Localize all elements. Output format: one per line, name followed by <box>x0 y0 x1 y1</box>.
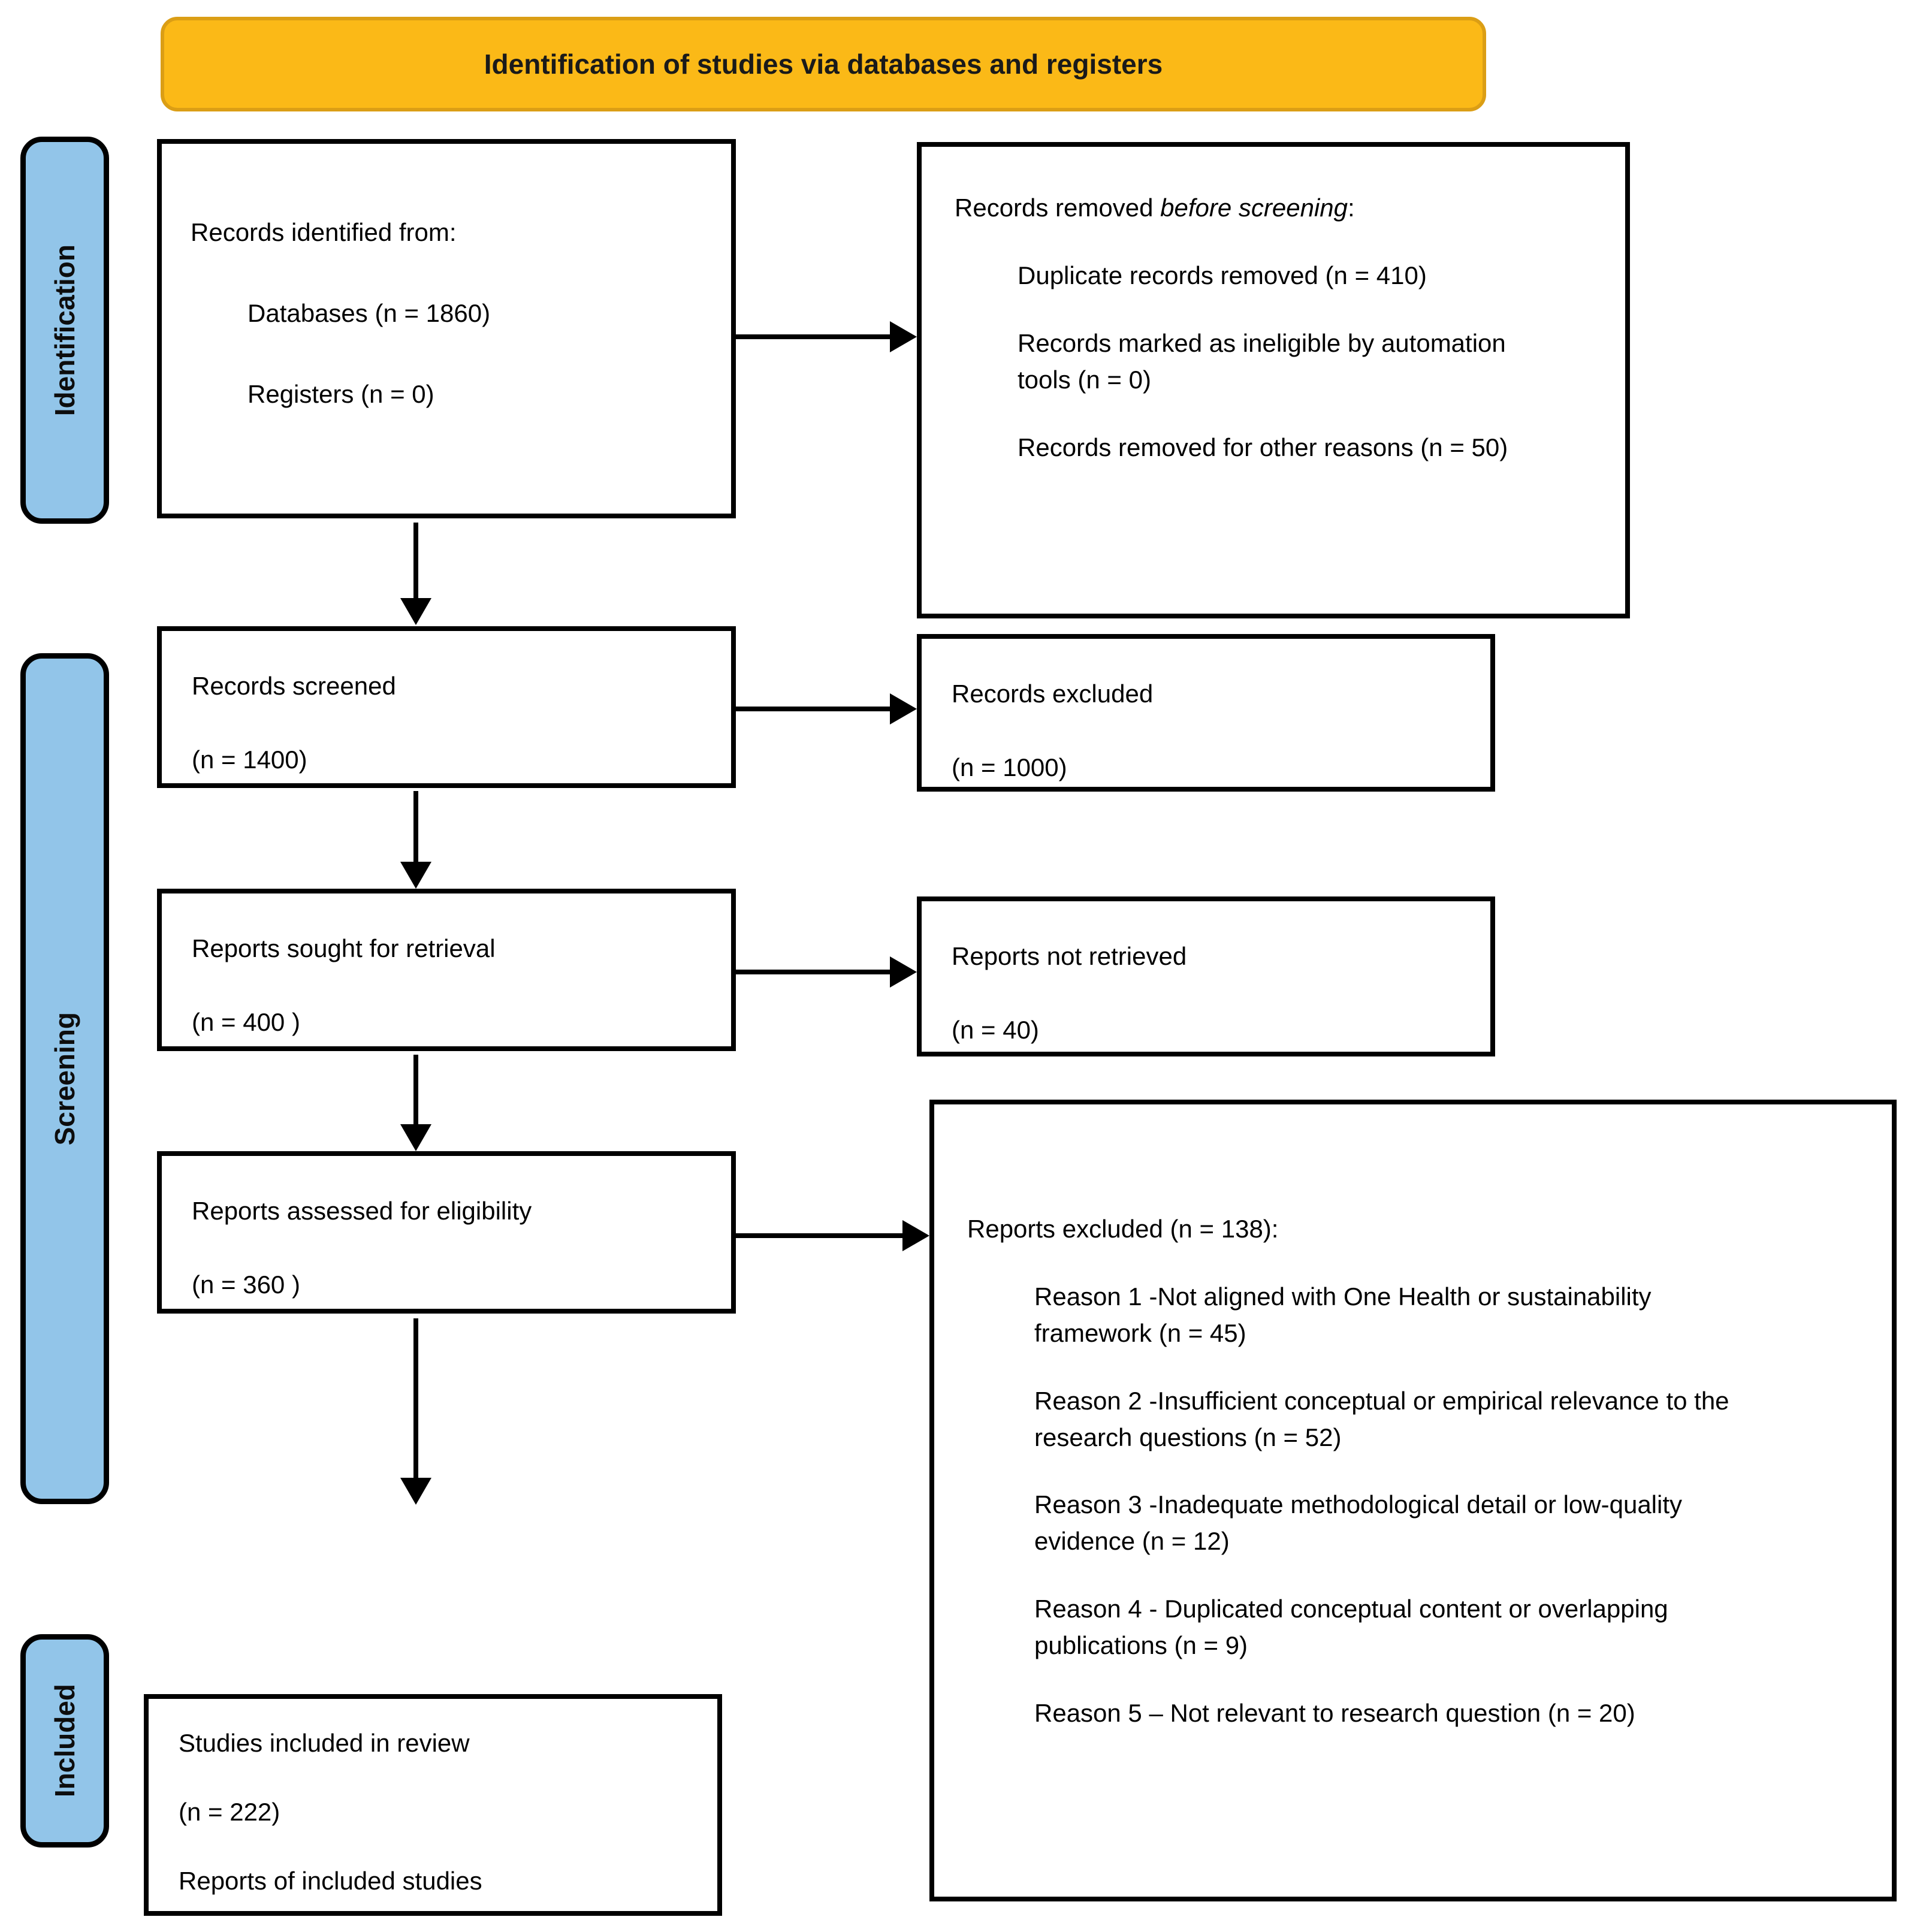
box-records-identified <box>157 139 736 518</box>
exclusion-reason-3: Reason 3 -Inadequate methodological detail or low-quality evidence (n = 12) <box>1034 1490 1689 1556</box>
arrowhead-right-icon <box>902 1220 929 1251</box>
exclusion-reason-5: Reason 5 – Not relevant to research question (n = 20) <box>1034 1699 1635 1728</box>
reports-assessed-count: (n = 360 ) <box>192 1270 300 1299</box>
box-records-excluded <box>917 634 1495 792</box>
stage-included-label: Included <box>49 1684 80 1798</box>
arrowhead-right-icon <box>890 693 917 725</box>
arrowhead-down-icon <box>400 1478 431 1505</box>
arrow-shaft <box>413 1318 418 1479</box>
arrow-shaft <box>736 707 890 711</box>
stage-screening-label: Screening <box>49 1012 80 1146</box>
records-identified-item-databases: Databases (n = 1860) <box>247 298 491 327</box>
studies-included-count: (n = 222) <box>179 1797 280 1826</box>
arrow-shaft <box>736 1233 904 1238</box>
exclusion-reason-2: Reason 2 -Insufficient conceptual or empirical relevance to the research questions (n = 52) <box>1034 1386 1737 1451</box>
records-removed-heading <box>955 190 1601 227</box>
records-screened-label: Records screened <box>192 672 396 700</box>
arrowhead-down-icon <box>400 862 431 889</box>
studies-included-label: Studies included in review <box>179 1729 470 1757</box>
records-screened-count: (n = 1400) <box>192 745 307 774</box>
title-banner <box>161 17 1486 111</box>
box-records-screened <box>157 626 736 788</box>
box-studies-included <box>144 1694 722 1916</box>
reports-not-retrieved-count: (n = 40) <box>952 1015 1039 1044</box>
box-reports-sought <box>157 889 736 1051</box>
exclusion-reason-4: Reason 4 - Duplicated conceptual content or overlapping publications (n = 9) <box>1034 1595 1675 1660</box>
arrow-shaft <box>413 523 418 599</box>
records-removed-heading-prefix: Records removed <box>955 194 1161 222</box>
stage-included <box>20 1634 109 1848</box>
records-removed-item-automation: Records marked as ineligible by automation tools (n = 0) <box>1018 328 1513 394</box>
records-excluded-label: Records excluded <box>952 680 1154 708</box>
studies-included-reports-label: Reports of included studies <box>179 1866 482 1895</box>
arrowhead-down-icon <box>400 1124 431 1151</box>
stage-identification-label: Identification <box>49 244 80 416</box>
box-records-removed <box>917 142 1630 618</box>
exclusion-reason-1: Reason 1 -Not aligned with One Health or sustainability framework (n = 45) <box>1034 1282 1659 1347</box>
records-removed-item-other: Records removed for other reasons (n = 50) <box>1018 433 1508 461</box>
records-excluded-count: (n = 1000) <box>952 753 1067 781</box>
arrow-shaft <box>736 970 890 974</box>
records-identified-heading: Records identified from: <box>191 218 457 246</box>
arrow-shaft <box>413 1055 418 1125</box>
reports-sought-count: (n = 400 ) <box>192 1007 300 1036</box>
arrowhead-down-icon <box>400 598 431 625</box>
reports-not-retrieved-label: Reports not retrieved <box>952 942 1187 970</box>
records-identified-item-registers: Registers (n = 0) <box>247 379 434 408</box>
records-removed-heading-suffix: : <box>1348 194 1355 222</box>
stage-screening <box>20 653 109 1504</box>
reports-excluded-heading: Reports excluded (n = 138): <box>967 1215 1279 1243</box>
records-removed-item-duplicates: Duplicate records removed (n = 410) <box>1018 261 1427 289</box>
arrow-shaft <box>736 334 890 339</box>
arrow-shaft <box>413 791 418 863</box>
reports-assessed-label: Reports assessed for eligibility <box>192 1197 532 1225</box>
records-removed-heading-italic: before screening <box>1160 194 1348 222</box>
arrowhead-right-icon <box>890 321 917 352</box>
box-reports-not-retrieved <box>917 896 1495 1056</box>
stage-identification <box>20 137 109 524</box>
box-reports-excluded-reasons <box>929 1100 1897 1901</box>
box-reports-assessed <box>157 1151 736 1314</box>
reports-sought-label: Reports sought for retrieval <box>192 934 496 962</box>
title-banner-label: Identification of studies via databases and registers <box>484 49 1163 80</box>
arrowhead-right-icon <box>890 956 917 988</box>
